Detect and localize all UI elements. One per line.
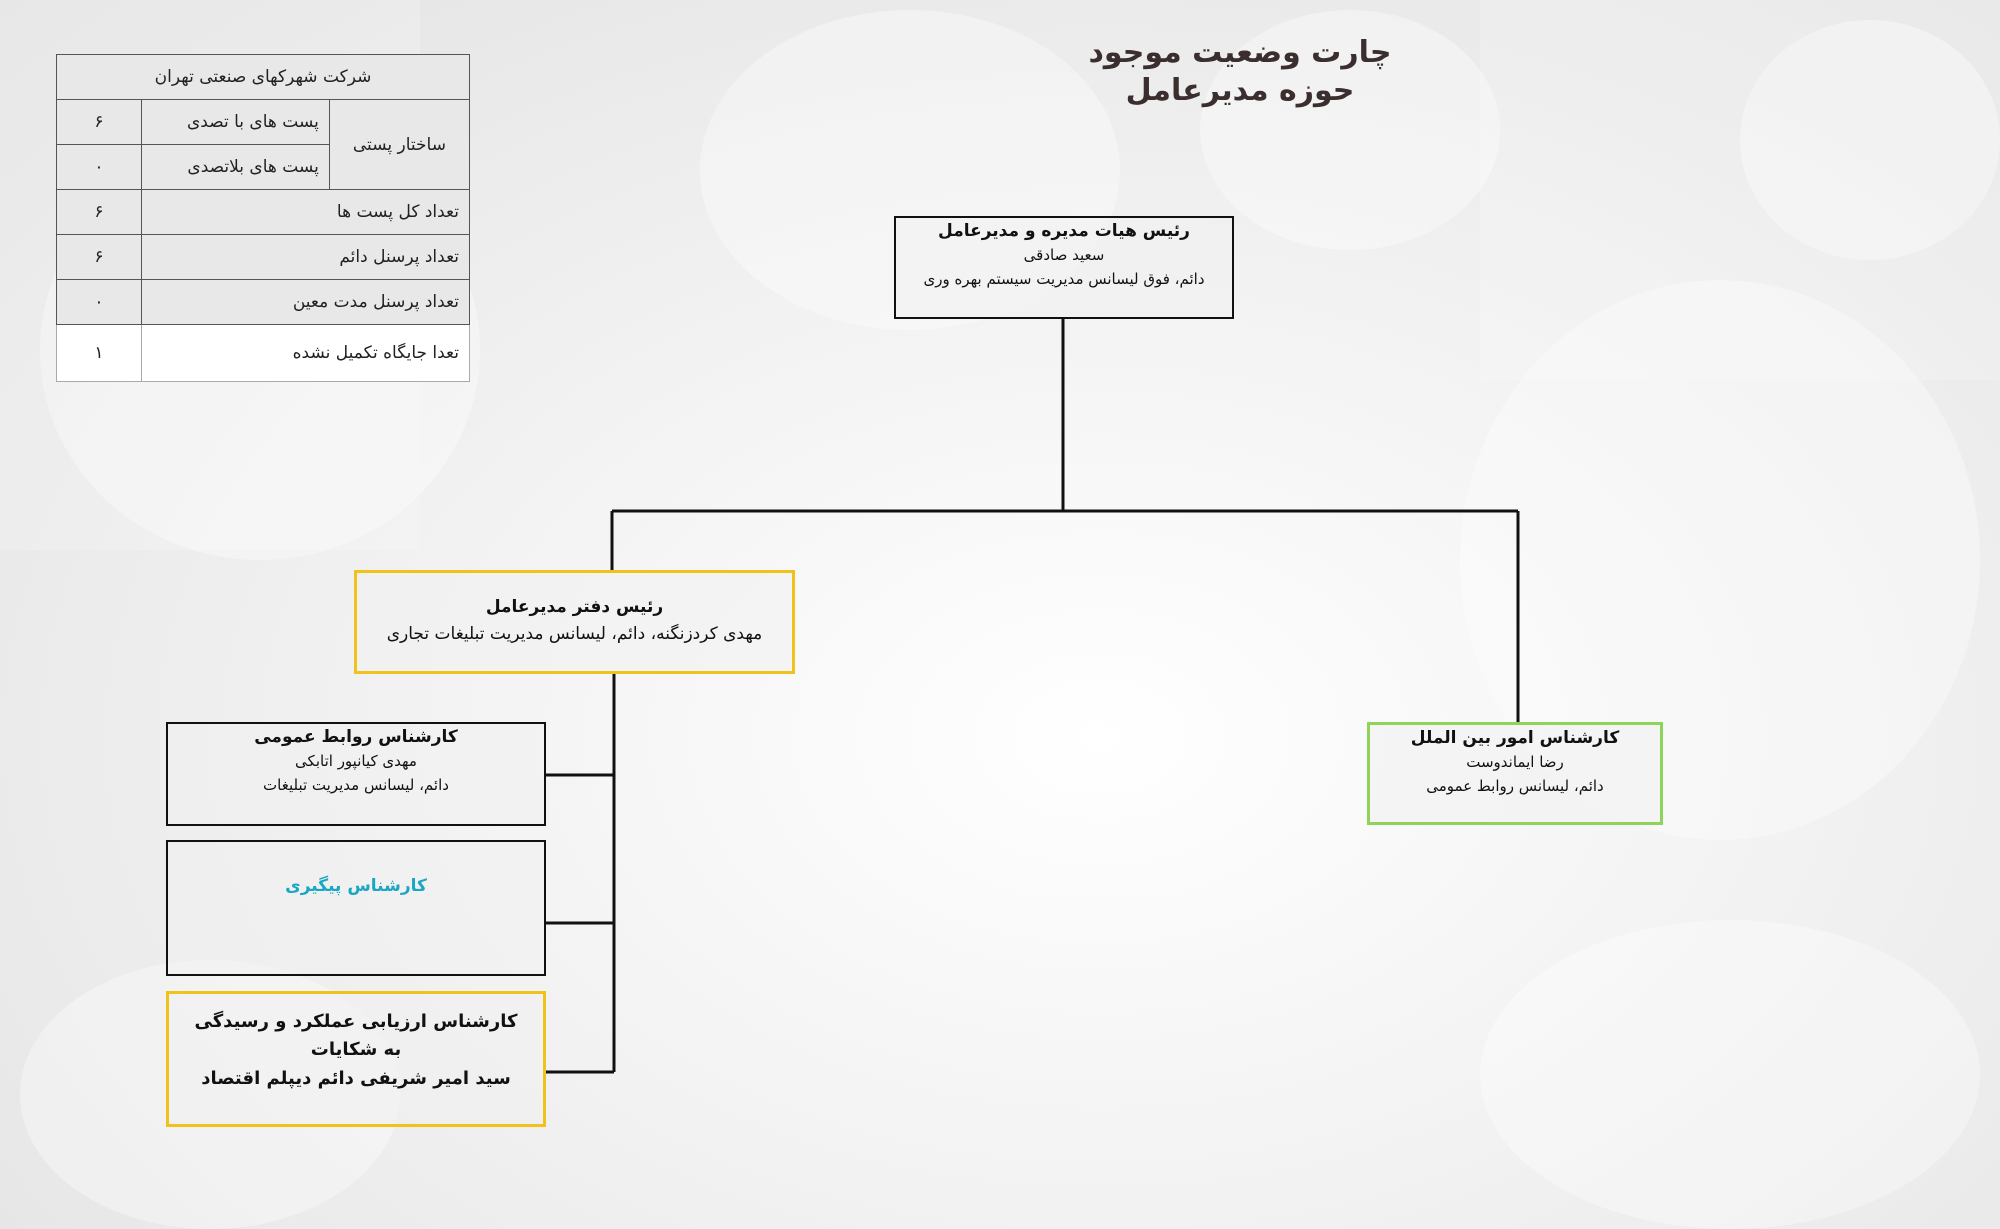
chart-title-line1: چارت وضعیت موجود: [1088, 35, 1392, 70]
filled-posts-label: پست های با تصدی: [142, 100, 330, 145]
node-pr-expert: [166, 722, 546, 826]
contract-staff-label: تعداد پرسنل مدت معین: [142, 280, 470, 325]
permanent-staff-value: ۶: [57, 235, 142, 280]
unfilled-slots-label: تعدا جایگاه تکمیل نشده: [142, 325, 470, 382]
chart-title-line2: حوزه مدیرعامل: [1125, 73, 1355, 108]
vacant-posts-value: ۰: [57, 145, 142, 190]
node-role: رئیس هیات مدیره و مدیرعامل: [938, 221, 1190, 241]
node-role: کارشناس امور بین الملل: [1410, 728, 1620, 748]
node-office-head: [354, 570, 795, 674]
total-posts-value: ۶: [57, 190, 142, 235]
unfilled-slots-value: ۱: [57, 325, 142, 382]
structure-label: ساختار پستی: [329, 100, 469, 190]
node-person-name: رضا ایماندوست: [1466, 753, 1564, 771]
node-role: رئیس دفتر مدیرعامل: [485, 597, 664, 617]
node-international-expert: [1367, 722, 1663, 825]
company-name: شرکت شهرکهای صنعتی تهران: [57, 55, 470, 100]
node-ceo: [894, 216, 1234, 319]
node-followup-expert: [166, 840, 546, 976]
node-evaluation-expert: [166, 991, 546, 1127]
node-description: مهدی کردزنگنه، دائم، لیسانس مدیریت تبلیغات تجاری: [386, 624, 763, 644]
node-description: دائم، لیسانس روابط عمومی: [1426, 777, 1604, 795]
permanent-staff-label: تعداد پرسنل دائم: [142, 235, 470, 280]
node-person-name: سعید صادقی: [1023, 246, 1105, 264]
node-description: دائم، فوق لیسانس مدیریت سیستم بهره وری: [923, 270, 1205, 288]
node-person-name: مهدی کیانپور اتابکی: [295, 752, 417, 770]
total-posts-label: تعداد کل پست ها: [142, 190, 470, 235]
contract-staff-value: ۰: [57, 280, 142, 325]
vacant-posts-label: پست های بلاتصدی: [142, 145, 330, 190]
filled-posts-value: ۶: [57, 100, 142, 145]
node-role: کارشناس روابط عمومی: [254, 727, 458, 747]
node-description: دائم، لیسانس مدیریت تبلیغات: [263, 776, 449, 794]
node-role: کارشناس پیگیری: [285, 876, 427, 896]
node-description: سید امیر شریفی دائم دیپلم اقتصاد: [201, 1068, 511, 1089]
node-role: کارشناس ارزیابی عملکرد و رسیدگی به شکایات: [194, 1011, 518, 1060]
